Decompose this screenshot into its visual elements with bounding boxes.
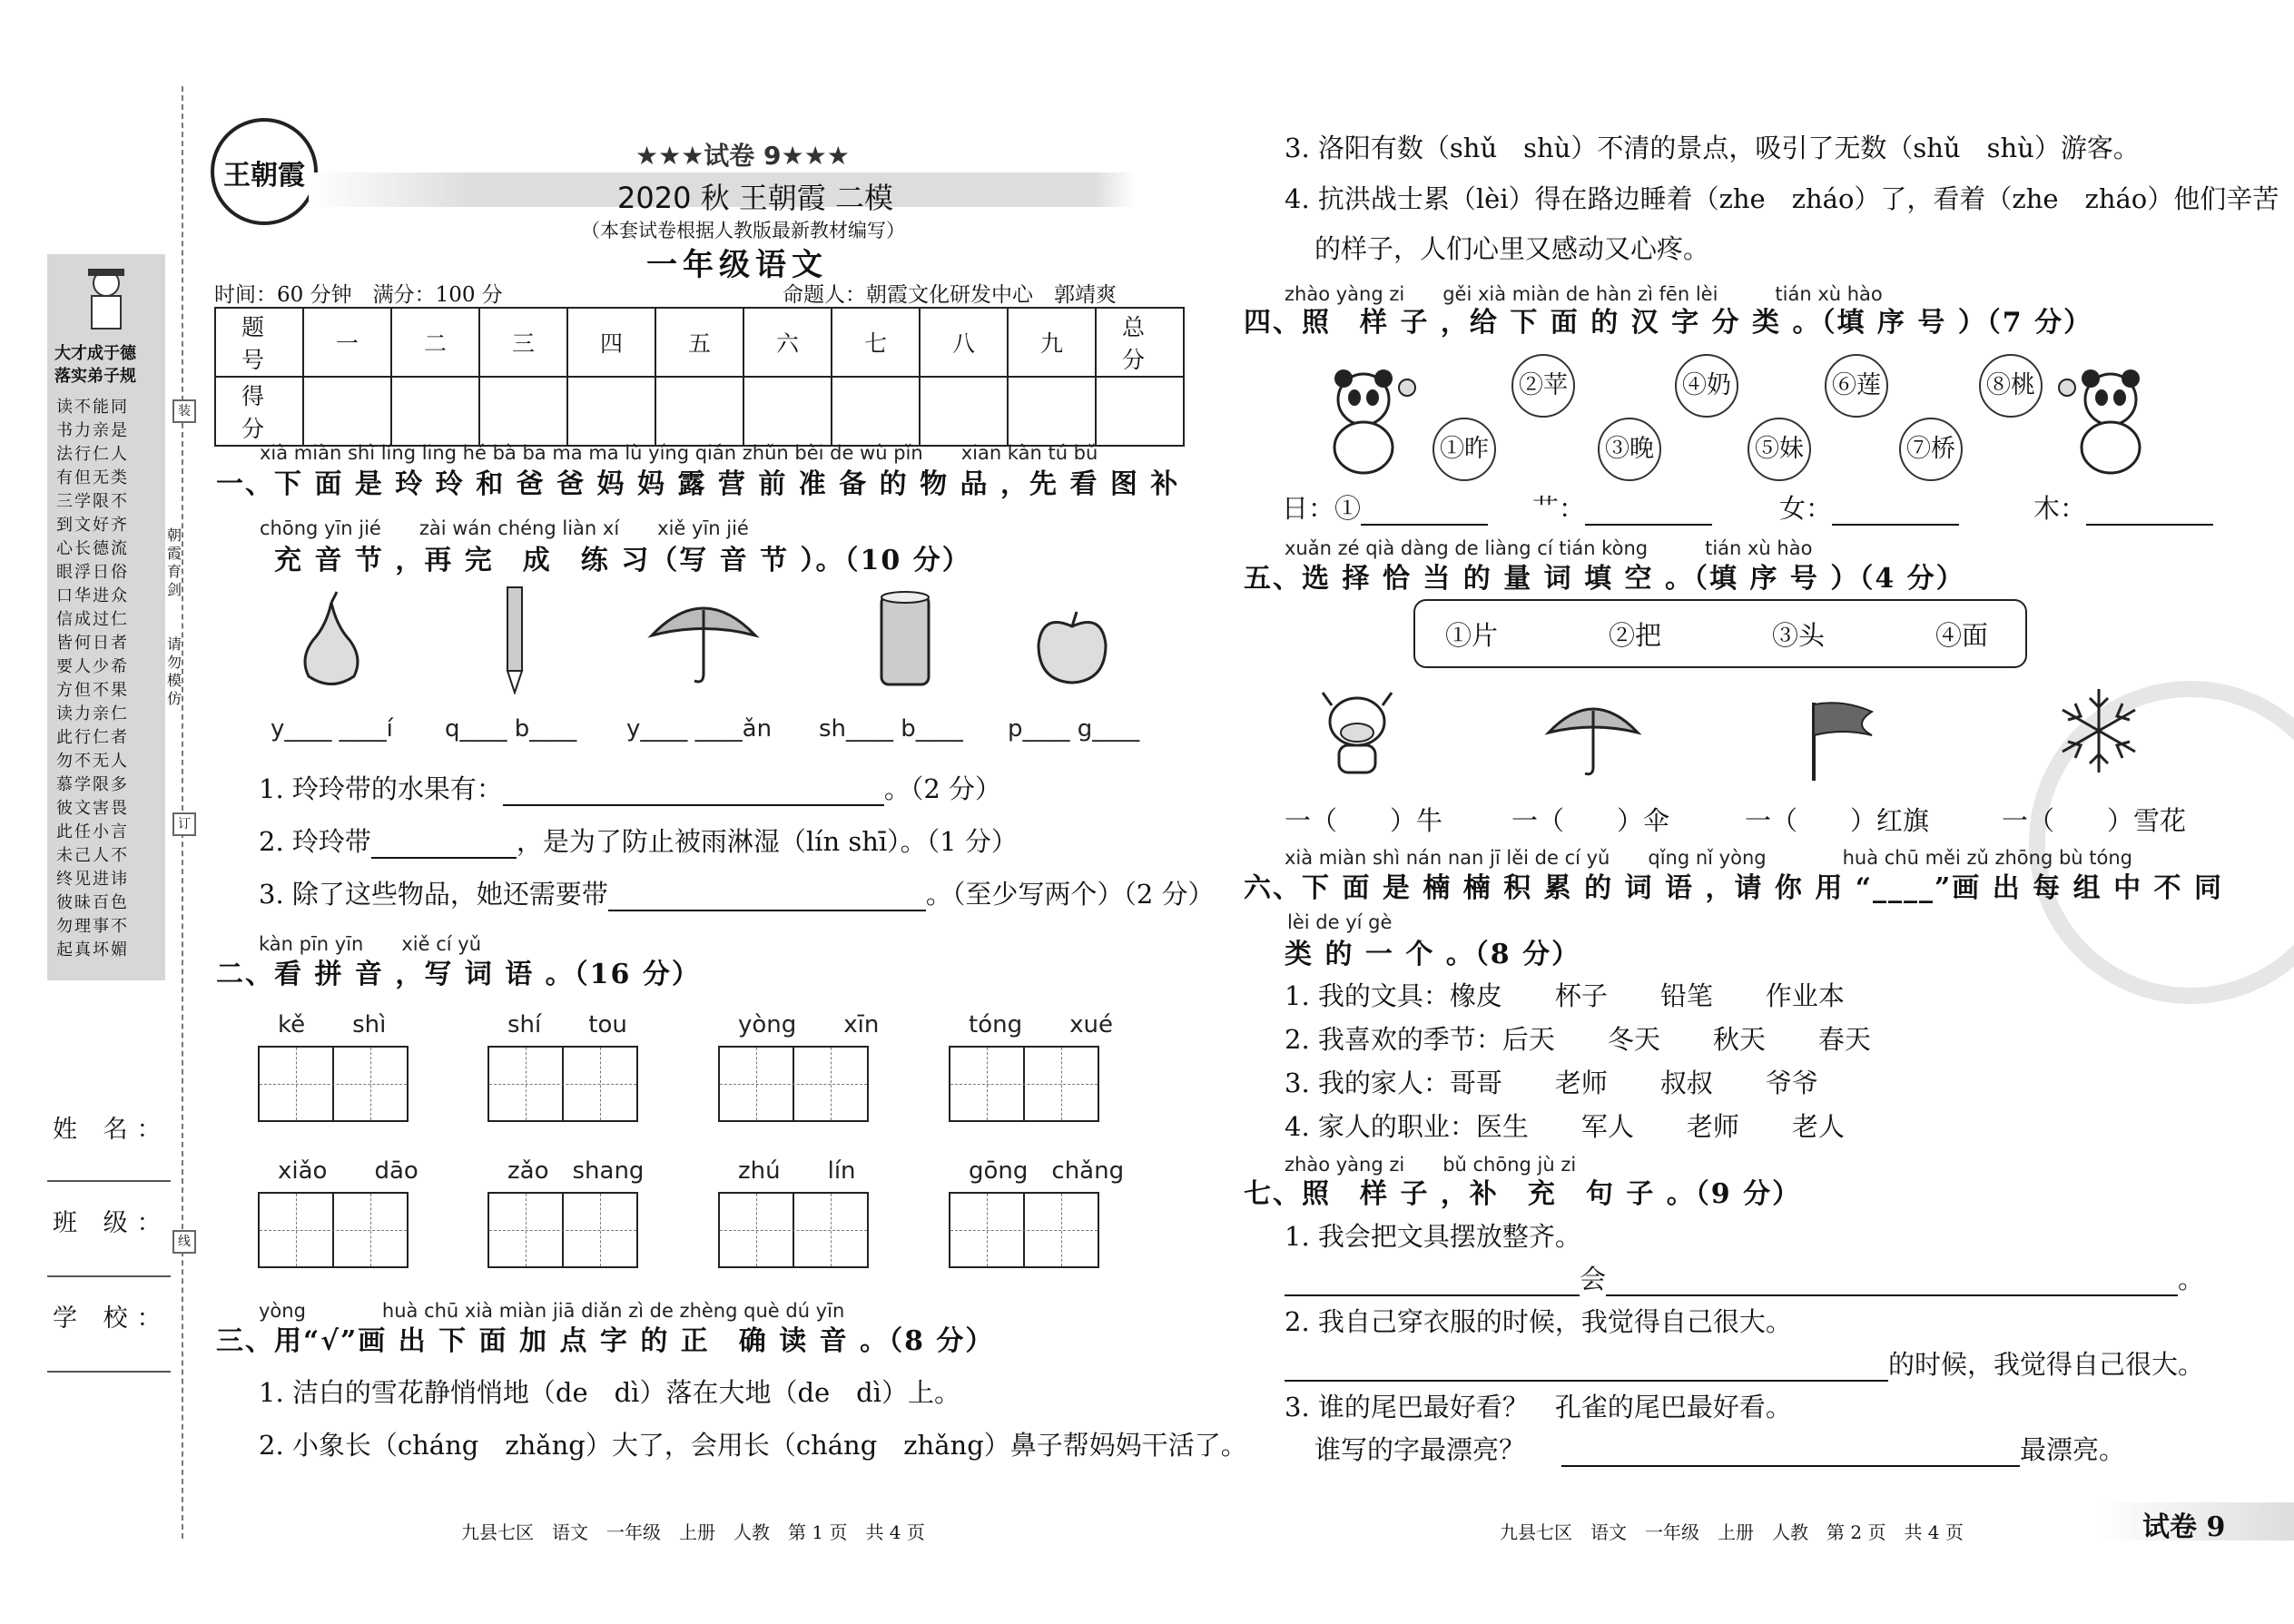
q7-sub-3-tail: 最漂亮。	[2020, 1434, 2126, 1465]
series-label: ★★★试卷 9★★★	[635, 141, 850, 171]
q4-category-label: 艹：	[1532, 493, 1586, 524]
footer-left: 九县七区 语文 一年级 上册 人教 第 1 页 共 4 页	[461, 1521, 925, 1543]
cow-icon	[1312, 685, 1403, 781]
grid-guide	[526, 1048, 527, 1120]
poem-line: 法行仁人	[56, 445, 129, 464]
score-input-cell[interactable]	[743, 377, 832, 446]
grid-guide	[950, 1084, 1098, 1085]
right-sub-3: 3. 洛阳有数（shǔ shù）不清的景点，吸引了无数（shǔ shù）游客。	[1285, 133, 2140, 163]
score-header-row	[215, 308, 1184, 377]
class-field[interactable]	[47, 1275, 171, 1277]
di-zi-gui-poem	[47, 390, 165, 980]
motto-line-2: 落实弟子规	[54, 367, 136, 386]
q7-pinyin: zhào yàng zi bǔ chōng jù zi	[1285, 1154, 1577, 1176]
q1-sub-2-text: 2. 玲玲带	[259, 826, 371, 857]
grid-guide	[526, 1194, 527, 1266]
grid-guide	[296, 1048, 297, 1120]
q4-char-circle: ⑥莲	[1825, 354, 1888, 418]
q2-pinyin: kàn pīn yīn xiě cí yǔ	[259, 933, 482, 955]
q4-char-circle: ⑤妹	[1748, 418, 1811, 481]
q7-sub-1-blank-a[interactable]	[1285, 1267, 1580, 1296]
q4-category	[1282, 488, 1488, 526]
q7-title: 七、照 样 子 ，补 充 句 子 。（9 分）	[1244, 1178, 1802, 1210]
poem-line: 有但无类	[56, 468, 129, 487]
apple-icon	[1033, 608, 1111, 686]
score-header-cell: 九	[1008, 308, 1096, 377]
q7-sub-3-answer	[1314, 1430, 2125, 1467]
exam-author: 命题人：朝霞文化研发中心 郭靖爽	[783, 283, 1117, 307]
poem-line: 终见进讳	[56, 870, 129, 889]
q2-word-pinyin: yòng xīn	[738, 1011, 880, 1038]
score-header-cell: 七	[832, 308, 920, 377]
q1-sub-3-tail: 。（至少写两个）（2 分）	[925, 879, 1215, 910]
q1-sub-1-text: 1. 玲玲带的水果有：	[259, 773, 503, 804]
q6-word-group[interactable]: 2. 我喜欢的季节：后天 冬天 秋天 春天	[1285, 1024, 1871, 1055]
score-header-cell: 二	[391, 308, 479, 377]
binding-mark-1: 装	[172, 399, 196, 423]
score-header-cell: 八	[920, 308, 1008, 377]
score-input-cell[interactable]	[479, 377, 567, 446]
q4-category-label: 日：①	[1282, 493, 1362, 524]
grid-guide	[370, 1194, 371, 1266]
vertical-note-1: 朝霞育剑	[167, 527, 182, 598]
grid-guide	[600, 1048, 601, 1120]
tianzige-grid[interactable]	[487, 1192, 638, 1268]
grid-guide	[987, 1048, 988, 1120]
poem-line: 彼文害畏	[56, 799, 129, 818]
grid-guide	[489, 1084, 636, 1085]
drink-can-icon	[876, 588, 934, 690]
q4-category-label: 女：	[1779, 493, 1833, 524]
tianzige-grid[interactable]	[718, 1046, 869, 1122]
grid-guide	[260, 1230, 407, 1231]
poem-line: 口华进众	[56, 586, 129, 605]
poem-line: 未己人不	[56, 846, 129, 865]
footer-badge: 试卷 9	[2142, 1511, 2226, 1543]
pear-icon	[295, 590, 368, 690]
vertical-note-2: 请勿模仿	[167, 635, 182, 707]
score-label-cell: 得 分	[215, 377, 303, 446]
q3-pinyin: yòng huà chū xià miàn jiā diǎn zì de zhèng què dú yīn	[259, 1300, 845, 1322]
subject-title: 一年级语文	[646, 247, 828, 283]
school-field[interactable]	[47, 1371, 171, 1373]
q1-sub-2-tail: ，是为了防止被雨淋湿（lín shī）。（1 分）	[516, 826, 1018, 857]
q7-sub-1: 1. 我会把文具摆放整齐。	[1285, 1221, 1581, 1252]
q1-syllable-answer[interactable]: q____ b____	[445, 715, 577, 743]
poem-line: 慕学限多	[56, 775, 129, 794]
footer-right: 九县七区 语文 一年级 上册 人教 第 2 页 共 4 页	[1500, 1521, 1964, 1543]
poem-line: 要人少希	[56, 657, 129, 676]
grid-guide	[296, 1194, 297, 1266]
grid-guide	[720, 1084, 867, 1085]
q1-syllable-answer[interactable]: p____ g____	[1008, 715, 1140, 743]
poem-line: 勿不无人	[56, 752, 129, 771]
q7-sub-1-end: 。	[2178, 1264, 2205, 1294]
red-flag-icon	[1807, 699, 1879, 782]
q4-char-circle: ③晚	[1598, 418, 1661, 481]
q3-title: 三、用“√”画 出 下 面 加 点 字 的 正 确 读 音 。（8 分）	[216, 1325, 995, 1357]
q5-measure-blank[interactable]: 一（ ）红旗	[1745, 805, 1930, 836]
score-input-cell[interactable]	[1008, 377, 1096, 446]
q1-sub-3-blank[interactable]	[608, 882, 926, 911]
umbrella-small-icon	[1543, 694, 1643, 781]
tianzige-grid[interactable]	[258, 1192, 409, 1268]
score-input-cell[interactable]	[303, 377, 391, 446]
q4-category-blank[interactable]	[1361, 497, 1488, 526]
poem-line: 三学限不	[56, 492, 129, 511]
poem-line: 信成过仁	[56, 610, 129, 629]
q4-category-label: 木：	[2033, 493, 2087, 524]
right-sub-4a: 4. 抗洪战士累（lèi）得在路边睡着（zhe zháo）了，看着（zhe zháo）他们辛苦	[1285, 183, 2279, 214]
scholar-illustration	[79, 263, 133, 336]
motto-box	[47, 254, 165, 390]
q1-title-2: 充 音 节 ，再 完 成 练 习（写 音 节 ）。（10 分）	[274, 545, 971, 576]
q6-title-1: 六、下 面 是 楠 楠 积 累 的 词 语 ，请 你 用 “____”画 出 每 组 中 不 同	[1244, 872, 2223, 904]
grid-guide	[831, 1194, 832, 1266]
q5-title: 五、选 择 恰 当 的 量 词 填 空 。（填 序 号 ）（4 分）	[1244, 563, 1965, 595]
q2-word-pinyin: zhú lín	[738, 1157, 856, 1185]
score-header-cell: 总 分	[1096, 308, 1184, 377]
right-sub-4b: 的样子，人们心里又感动又心疼。	[1314, 233, 1710, 264]
q4-char-circle: ⑦桥	[1899, 418, 1963, 481]
binding-mark-2: 订	[172, 812, 196, 836]
name-field[interactable]	[47, 1180, 171, 1182]
q5-option: ①片	[1445, 620, 1499, 651]
q3-sub-1: 1. 洁白的雪花静悄悄地（de dì）落在大地（de dì）上。	[259, 1377, 961, 1408]
q1-sub-3-text: 3. 除了这些物品，她还需要带	[259, 879, 608, 910]
tianzige-grid[interactable]	[718, 1192, 869, 1268]
poem-line: 书力亲是	[56, 421, 129, 440]
poem-line: 心长德流	[56, 539, 129, 558]
score-header-cell: 四	[567, 308, 655, 377]
poem-line: 眼浮日俗	[56, 563, 129, 582]
q7-sub-2-blank[interactable]	[1285, 1353, 1888, 1382]
exam-title: 2020 秋 王朝霞 二模	[617, 181, 893, 215]
score-input-cell[interactable]	[655, 377, 743, 446]
poem-line: 此任小言	[56, 822, 129, 842]
score-input-cell[interactable]	[567, 377, 655, 446]
q5-pinyin: xuǎn zé qià dàng de liàng cí tián kòng tián xù hào	[1285, 537, 1813, 559]
motto-line-1: 大才成于德	[54, 344, 136, 363]
q5-measure-blank[interactable]: 一（ ）牛	[1285, 805, 1443, 836]
q7-sub-1-blank-b[interactable]	[1606, 1267, 2178, 1296]
q5-option: ③头	[1772, 620, 1826, 651]
q4-char-circle: ②苹	[1511, 354, 1575, 418]
pencil-icon	[504, 586, 526, 694]
q2-word-pinyin: shí tou	[507, 1011, 627, 1038]
q1-sub-1	[259, 769, 1001, 806]
q6-word-group[interactable]: 1. 我的文具：橡皮 杯子 铅笔 作业本	[1285, 980, 1845, 1011]
q1-sub-3	[259, 874, 1215, 911]
q7-sub-2-answer	[1285, 1344, 2204, 1382]
q2-title: 二、看 拼 音 ，写 词 语 。（16 分）	[216, 959, 701, 990]
poem-line: 此行仁者	[56, 728, 129, 747]
score-header-cell: 三	[479, 308, 567, 377]
score-value-row	[215, 377, 1184, 446]
panda-left-icon	[1318, 368, 1418, 477]
q4-category-blank[interactable]	[1585, 497, 1712, 526]
name-label: 姓 名：	[53, 1116, 171, 1144]
score-input-cell[interactable]	[391, 377, 479, 446]
q4-pinyin: zhào yàng zi gěi xià miàn de hàn zì fēn lèi tián xù hào	[1285, 283, 1883, 305]
score-input-cell[interactable]	[920, 377, 1008, 446]
q7-sub-1-answer	[1285, 1259, 2204, 1296]
poem-line: 起真坏媚	[56, 940, 129, 960]
q1-sub-2	[259, 822, 1018, 859]
poem-line: 皆何日者	[56, 634, 129, 653]
grid-guide	[831, 1048, 832, 1120]
score-input-cell[interactable]	[832, 377, 920, 446]
panda-right-icon	[2056, 368, 2156, 477]
grid-guide	[260, 1084, 407, 1085]
score-header-cell: 题 号	[215, 308, 303, 377]
grid-guide	[370, 1048, 371, 1120]
score-header-cell: 一	[303, 308, 391, 377]
grid-guide	[950, 1230, 1098, 1231]
score-input-cell[interactable]	[1096, 377, 1184, 446]
poem-line: 读不能同	[56, 398, 129, 417]
q7-sub-1-mid: 会	[1580, 1264, 1607, 1294]
q4-category	[1532, 488, 1712, 526]
q1-sub-2-blank[interactable]	[371, 830, 517, 859]
tianzige-grid[interactable]	[487, 1046, 638, 1122]
q3-sub-2: 2. 小象长（cháng zhǎng）大了，会用长（cháng zhǎng）鼻子帮妈妈干活了。	[259, 1430, 1247, 1461]
q4-category-blank[interactable]	[1832, 497, 1959, 526]
grid-guide	[987, 1194, 988, 1266]
poem-line: 到文好齐	[56, 516, 129, 535]
q5-option: ④面	[1935, 620, 1989, 651]
class-label: 班 级：	[53, 1209, 171, 1237]
q6-title-2: 类 的 一 个 。（8 分）	[1285, 939, 1581, 970]
snowflake-icon	[2053, 685, 2144, 776]
q4-char-circle: ④奶	[1675, 354, 1738, 418]
q4-category	[2033, 488, 2213, 526]
q2-word-pinyin: kě shì	[278, 1011, 387, 1038]
q7-sub-3-prompt: 谁写的字最漂亮？	[1314, 1434, 1526, 1465]
exam-subtitle: （本套试卷根据人教版最新教材编写）	[581, 220, 905, 241]
q2-word-pinyin: tóng xué	[969, 1011, 1113, 1038]
q1-sub-1-blank[interactable]	[503, 777, 884, 806]
q6-word-group[interactable]: 3. 我的家人：哥哥 老师 叔叔 爷爷	[1285, 1068, 1818, 1098]
grid-guide	[720, 1230, 867, 1231]
school-label: 学 校：	[53, 1304, 171, 1333]
grid-guide	[756, 1048, 757, 1120]
tianzige-grid[interactable]	[949, 1046, 1099, 1122]
grid-guide	[1061, 1194, 1062, 1266]
q2-word-pinyin: gōng chǎng	[969, 1157, 1125, 1185]
q1-syllable-answer[interactable]: sh____ b____	[819, 715, 963, 743]
poem-line: 彼昧百色	[56, 893, 129, 912]
brand-logo-text: 王朝霞	[223, 160, 305, 192]
exam-time: 时间：60 分钟 满分：100 分	[214, 283, 503, 307]
q6-word-group[interactable]: 4. 家人的职业：医生 军人 老师 老人	[1285, 1111, 1845, 1142]
q7-sub-2: 2. 我自己穿衣服的时候，我觉得自己很大。	[1285, 1306, 1792, 1337]
grid-guide	[600, 1194, 601, 1266]
score-table	[214, 307, 1194, 447]
q7-sub-3: 3. 谁的尾巴最好看？ 孔雀的尾巴最好看。	[1285, 1392, 1792, 1422]
poem-line: 读力亲仁	[56, 704, 129, 723]
score-header-cell: 五	[655, 308, 743, 377]
q4-char-circle: ⑧桃	[1979, 354, 2043, 418]
q7-sub-3-blank[interactable]	[1561, 1438, 2020, 1467]
q2-word-pinyin: zǎo shang	[507, 1157, 645, 1185]
grid-guide	[1061, 1048, 1062, 1120]
poem-line: 方但不果	[56, 681, 129, 700]
umbrella-icon	[645, 590, 763, 690]
tianzige-grid[interactable]	[258, 1046, 409, 1122]
q4-category	[1779, 488, 1959, 526]
grid-guide	[489, 1230, 636, 1231]
q4-category-blank[interactable]	[2086, 497, 2213, 526]
q1-title-1: 一、下 面 是 玲 玲 和 爸 爸 妈 妈 露 营 前 准 备 的 物 品 ，先 看 图 补	[216, 468, 1180, 500]
q1-syllable-answer[interactable]: y____ ____ǎn	[626, 715, 773, 743]
binding-mark-3: 线	[172, 1230, 196, 1254]
q1-syllable-answer[interactable]: y____ ____í	[271, 715, 393, 743]
tianzige-grid[interactable]	[949, 1192, 1099, 1268]
grid-guide	[756, 1194, 757, 1266]
q7-sub-2-tail: 的时候，我觉得自己很大。	[1888, 1349, 2205, 1380]
q4-title: 四、照 样 子 ，给 下 面 的 汉 字 分 类 。（填 序 号 ）（7 分）	[1244, 307, 2093, 339]
q5-option: ②把	[1609, 620, 1662, 651]
score-header-cell: 六	[743, 308, 832, 377]
q6-pinyin-1: xià miàn shì nán nan jī lěi de cí yǔ qǐng nǐ yòng huà chū měi zǔ zhōng bù tóng	[1285, 847, 2133, 869]
q5-measure-blank[interactable]: 一（ ）伞	[1511, 805, 1670, 836]
brand-logo	[211, 118, 318, 225]
q1-pinyin-2: chōng yīn jié zài wán chéng liàn xí xiě yīn jié	[260, 517, 749, 539]
q2-word-pinyin: xiǎo dāo	[278, 1157, 418, 1185]
q4-char-circle: ①昨	[1433, 418, 1496, 481]
q1-pinyin-1: xià miàn shì líng ling hé bà ba mā ma lù yíng qián zhǔn bèi de wù pǐn xiān kàn tú bǔ	[260, 442, 1098, 464]
q6-pinyin-2: lèi de yí gè	[1287, 911, 1393, 933]
q1-sub-1-tail: 。（2 分）	[883, 773, 1002, 804]
q5-measure-blank[interactable]: 一（ ）雪花	[2002, 805, 2187, 836]
poem-line: 勿理事不	[56, 917, 129, 936]
